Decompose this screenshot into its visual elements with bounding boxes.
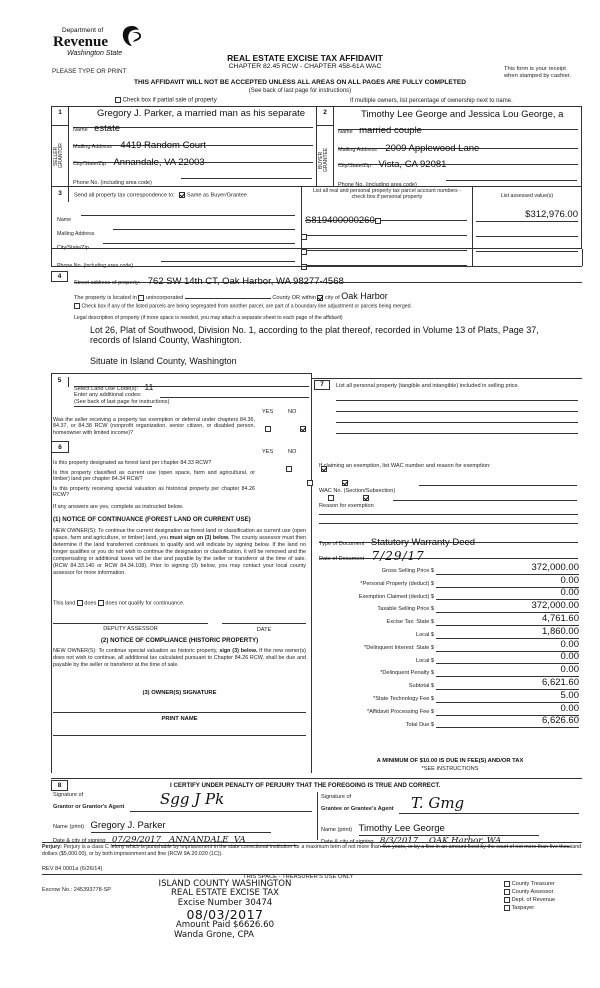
partial-sale-option[interactable]: Check box if partial sale of property [115,97,217,105]
grantee-signature-field[interactable]: T. Gmg [399,803,579,814]
section-number: 5 [51,377,69,387]
copy-county-treasurer[interactable]: County Treasurer [504,880,555,888]
forest-land-question: Is this property designated as forest land per chapter 84.33 RCW? [53,460,212,466]
buyer-name-field[interactable]: Name married couple [338,120,578,130]
instructions-note: (See back of last page for instructions) [248,88,352,94]
escrow-number: Escrow No.: 245393778-SP [42,887,112,893]
parcel-row[interactable] [305,255,467,266]
assessed-values-header: List assessed value(s) [500,193,554,199]
personal-property-field[interactable] [336,417,578,423]
exemption-reason-field-2[interactable] [319,509,578,515]
delinquent-penalty[interactable]: 0.00 [436,665,579,677]
yes-header: YES [262,409,274,415]
logo-washington-state-text: Washington State [67,50,123,57]
perjury-notice: Perjury: Perjury is a class C felony which is punishable by imprisonment in the state correctional institution for a maximum term of not more than five years, or by a fine in an amount fixed by the court of not more than five thousand dollars ($5,000.00), or by both imprisonment and fine (RCW 9A.20.020 (1C)). [42,844,582,858]
certify-statement: I CERTIFY UNDER PENALTY OF PERJURY THAT THE FOREGOING IS TRUE AND CORRECT. [170,782,441,789]
additional-codes-field[interactable] [160,390,309,398]
section-number: 3 [58,190,62,197]
taxpayer-checkbox[interactable] [504,905,510,911]
exemption-no-checkbox[interactable] [300,426,306,432]
deputy-assessor-label: DEPUTY ASSESSOR [103,626,158,632]
tax-row: Taxable Selling Price $ 372,000.00 [377,600,579,613]
county-treasurer-checkbox[interactable] [504,881,510,887]
form-revision-number: REV 84 0001a (6/26/14) [42,866,103,872]
tax-calculation [319,562,579,728]
seller-name-line1: Gregory J. Parker, a married man as his separate [97,108,306,119]
tax-row: Total Due $ 6,626.60 [405,715,579,728]
segregated-option[interactable]: Check box if any of the listed parcels are being segregated from another parcel, are part of a boundary line adjustment or parcels being merged. [74,303,584,310]
compliance-text: NEW OWNER(S): To continue special valuation as historic property, sign (3) below. If the new owner(s) does not wish to continue, all additional tax calculated pursuant to Chapter 84.26 RCW, shall be due and payable by the seller or transferor at the time of sale. [53,648,306,669]
minimum-due-note: A MINIMUM OF $10.00 IS DUE IN FEE(S) AND/OR TAX [376,758,524,764]
wac-number-field[interactable]: WAC No. (Section/Subsection) [319,479,578,487]
grantee-name-field[interactable]: Name (print) Timothy Lee George [321,818,579,829]
buyer-city-field[interactable]: City/State/Zip Vista, CA 92081 [338,154,578,165]
parcel-row[interactable] [305,240,467,251]
city-checkbox[interactable] [317,295,323,301]
personal-property-deduct[interactable]: 0.00 [436,576,579,588]
divider [51,186,582,187]
owner-signature-label: (3) OWNER(S) SIGNATURE [142,690,217,696]
legal-description[interactable]: Lot 26, Plat of Southwood, Division No. 1, according to the plat thereof, recorded in Volume 13 of Plats, Page 37, records of Island County, Washington. Situate in Island County, Washington [90,325,539,366]
yes-header: YES [262,449,274,455]
correspondence-mailing-field[interactable]: Mailing Address [57,222,297,231]
exemption-claimed-deduct[interactable]: 0.00 [436,588,579,600]
additional-codes-note: (See back of last page for instructions) [74,399,170,405]
logo-revenue-text: Revenue [53,34,108,50]
personal-property-checkbox[interactable] [375,218,381,224]
grantee-signature-label-2: Grantee or Grantee's Agent [321,806,394,812]
section-number: 4 [51,271,68,282]
excise-tax-state[interactable]: 4,761.60 [436,614,579,626]
partial-sale-checkbox[interactable] [115,97,121,103]
grantor-name-field[interactable]: Name (print) Gregory J. Parker [53,815,312,826]
tax-row: Local $ 0.00 [415,651,579,664]
correspondence-send-to: Send all property tax correspondence to: Same as Buyer/Grantee [74,192,247,199]
correspondence-name-field[interactable]: Name [57,208,297,217]
excise-tax-local[interactable]: 1,860.00 [436,627,579,639]
state-technology-fee[interactable]: 5.00 [436,691,579,703]
no-header: NO [288,449,297,455]
legal-description-label: Legal description of property (if more space is needed, you may attach a separate sheet to each page of the affidavit) [74,315,343,321]
qualify-continuance-row: This land does does not qualify for continuance. [53,600,185,607]
personal-property-checkbox[interactable] [301,234,307,240]
date-label: DATE [256,627,272,633]
print-name-field[interactable] [53,728,306,736]
logo-department-text: Department of [62,27,104,34]
property-street-field[interactable]: Street address of property: 762 SW 14th CT, Oak Harbor, WA 98277-4568 [74,271,582,283]
receipt-note: This form is your receipt when stamped by cashier. [504,66,572,80]
document-date-field[interactable]: Date of Document 7/29/17 [319,547,578,559]
city-value: Oak Harbor [341,291,388,301]
seller-city-field[interactable]: City/State/Zip Annandale, VA 22003 [73,152,313,163]
buyer-mailing-field[interactable]: Mailing Address 2009 Applewood Lane [338,138,578,149]
assessed-value-field[interactable]: $312,976.00 [476,210,578,222]
form-title: REAL ESTATE EXCISE TAX AFFIDAVIT [227,53,383,63]
tax-row: *State Technology Fee $ 5.00 [373,689,579,703]
affidavit-processing-fee[interactable]: 0.00 [436,704,579,716]
tax-row: Local $ 1,860.00 [415,625,579,639]
tax-row: *Delinquent Penalty $ 0.00 [380,664,579,677]
grantor-signature-field[interactable]: Sgg J Pk [130,800,312,812]
personal-property-field[interactable] [336,406,578,412]
treasurer-stamp: ISLAND COUNTY WASHINGTON REAL ESTATE EXCISE TAX Excise Number 30474 08/03/2017 Amount Paid $6626.60 Wanda Grone, CPA [158,879,292,940]
copy-distribution [504,880,555,912]
treasurer-use-label: THIS SPACE - TREASURER'S USE ONLY [243,874,354,880]
grantee-date-city-field[interactable]: Date & city of signing 8/3/2017 OAK Harbor, WA [321,830,579,841]
does-not-qualify-checkbox[interactable] [98,600,104,606]
tax-row: Gross Selling Price $ 372,000.00 [381,561,579,575]
grantor-signature-label-1: Signature of [53,792,84,798]
land-use-code-field[interactable]: Select Land Use Code(s): 11 [74,377,309,387]
print-name-label: PRINT NAME [161,716,198,722]
section-number: 8 [51,780,68,791]
personal-property-field[interactable] [336,395,578,401]
dor-swirl-logo-icon [120,24,144,48]
buyer-phone-field[interactable]: Phone No. (including area code) [338,173,578,182]
copy-dept-revenue[interactable]: Dept. of Revenue [504,896,555,904]
correspondence-city-field[interactable]: City/State/Zip [57,236,297,245]
compliance-title: (2) NOTICE OF COMPLIANCE (HISTORIC PROPERTY) [100,637,259,644]
tax-row: *Personal Property (deduct) $ 0.00 [360,574,579,587]
copy-county-assessor[interactable]: County Assessor [504,888,555,896]
form-subtitle: CHAPTER 82.45 RCW - CHAPTER 458-61A WAC [228,63,382,70]
taxable-selling-price[interactable]: 372,000.00 [436,601,579,613]
document-type-field[interactable]: Type of Document Statutory Warranty Deed [319,532,578,543]
type-or-print-note: PLEASE TYPE OR PRINT [52,68,127,75]
historic-question: Is this property receiving special valuation as historical property per chapter 84.26 RCW? [53,486,255,499]
tax-row: Excise Tax: State $ 4,761.60 [386,613,579,626]
exemption-yes-checkbox[interactable] [265,426,271,432]
section-number: 1 [58,109,62,116]
grantor-signature-label-2: Grantor or Grantor's Agent [53,804,125,810]
seller-name-field[interactable]: Name estate [73,118,313,128]
tax-row: Exemption Claimed (deduct) $ 0.00 [358,587,579,600]
exemption-reason-field[interactable]: Reason for exemption [319,494,578,502]
buyer-name-line1: Timothy Lee George and Jessica Lou George, a [361,109,564,120]
section-number: 7 [314,380,330,390]
exemption-claim-label: If claiming an exemption, list WAC number and reason for exemption: [319,463,491,469]
current-use-question: Is this property classified as current use (open space, farm and agricultural, or timber) land per chapter 84.34 RCW? [53,470,255,483]
delinquent-interest-state[interactable]: 0.00 [436,640,579,652]
assessor-date-field[interactable] [222,616,306,624]
section-number: 2 [323,109,327,116]
multiple-owners-note: If multiple owners, list percentage of ownership next to name. [350,98,513,104]
parcel-numbers-header: List all real and personal property tax parcel account numbers - check box if personal property [312,188,462,201]
county-field[interactable] [185,293,271,299]
buyer-grantee-label: BUYER GRANTEE [318,147,329,173]
continuance-title: (1) NOTICE OF CONTINUANCE (FOREST LAND OR CURRENT USE) [53,516,251,523]
parcel-row[interactable]: S819400000260 [305,210,467,221]
parcel-row[interactable] [305,225,467,236]
completion-warning: THIS AFFIDAVIT WILL NOT BE ACCEPTED UNLESS ALL AREAS ON ALL PAGES ARE FULLY COMPLETED [133,79,467,86]
copy-taxpayer[interactable]: Taxpayer [504,904,555,912]
correspondence-phone-field[interactable]: Phone No. (including area code) [57,254,297,263]
does-qualify-checkbox[interactable] [77,600,83,606]
section-number: 6 [51,441,69,453]
county-assessor-checkbox[interactable] [504,889,510,895]
personal-property-label: List all personal property (tangible and intangible) included in selling price. [336,383,520,389]
owner-signature-field[interactable] [53,705,306,713]
seller-phone-field[interactable]: Phone No. (including area code) [73,171,313,180]
grantor-date-city-field[interactable]: Date & city of signing 07/29/2017 ANNANDALE VA [53,829,312,840]
segregated-checkbox[interactable] [74,303,80,309]
total-due[interactable]: 6,626.60 [436,716,579,728]
tax-row: *Delinquent Interest: State $ 0.00 [364,638,579,651]
assessed-value-field[interactable] [476,225,578,237]
same-as-buyer-checkbox[interactable] [179,192,185,198]
seller-mailing-field[interactable]: Mailing Address 4419 Random Court [73,135,313,146]
unincorporated-checkbox[interactable] [138,295,144,301]
deputy-assessor-signature-field[interactable] [53,616,208,624]
grantee-signature-label-1: Signature of [321,794,352,800]
tax-row: Subtotal $ 6,621.60 [408,677,579,690]
delinquent-interest-local[interactable]: 0.00 [436,652,579,664]
if-yes-note: If any answers are yes, complete as instructed below. [53,504,184,510]
forest-yes-checkbox[interactable] [286,466,292,472]
continuance-text: NEW OWNER(S): To continue the current designation as forest land or classification as current use (open space, farm and agriculture, or timber) land, you must sign on (3) below. The county assessor must then determine if the land transferred continues to qualify and will indicate by signing below. If the land no longer qualifies or you do not wish to continue the designation or classification, it will be removed and the compensating or additional taxes will be due and payable by the seller or transferor at the time of sale. (RCW 84.33.140 or RCW 84.34.108). Prior to signing (3) below, you may contact your local county assessor for more information. [53,528,306,577]
dor-logo [52,26,152,62]
seller-grantor-label: SELLER GRANTOR [53,143,64,169]
no-header: NO [288,409,297,415]
tax-row: *Affidavit Processing Fee $ 0.00 [366,702,579,715]
subtotal[interactable]: 6,621.60 [436,678,579,690]
dept-revenue-checkbox[interactable] [504,897,510,903]
current-use-yes-checkbox[interactable] [307,480,313,486]
additional-codes-label: Enter any additional codes: [74,392,142,398]
personal-property-field[interactable] [336,428,578,434]
gross-selling-price[interactable]: 372,000.00 [436,563,579,575]
property-location-row: The property is located in unincorporated County OR within city of Oak Harbor [74,291,388,301]
see-instructions-note: *SEE INSTRUCTIONS [421,766,479,772]
assessed-value-field[interactable] [476,240,578,252]
exemption-question: Was the seller receiving a property tax exemption or deferral under chapters 84.36, 84.37, or 84.38 RCW (nonprofit organization, senior citizen, or disabled person, homeowner with limited income)? [53,417,255,436]
